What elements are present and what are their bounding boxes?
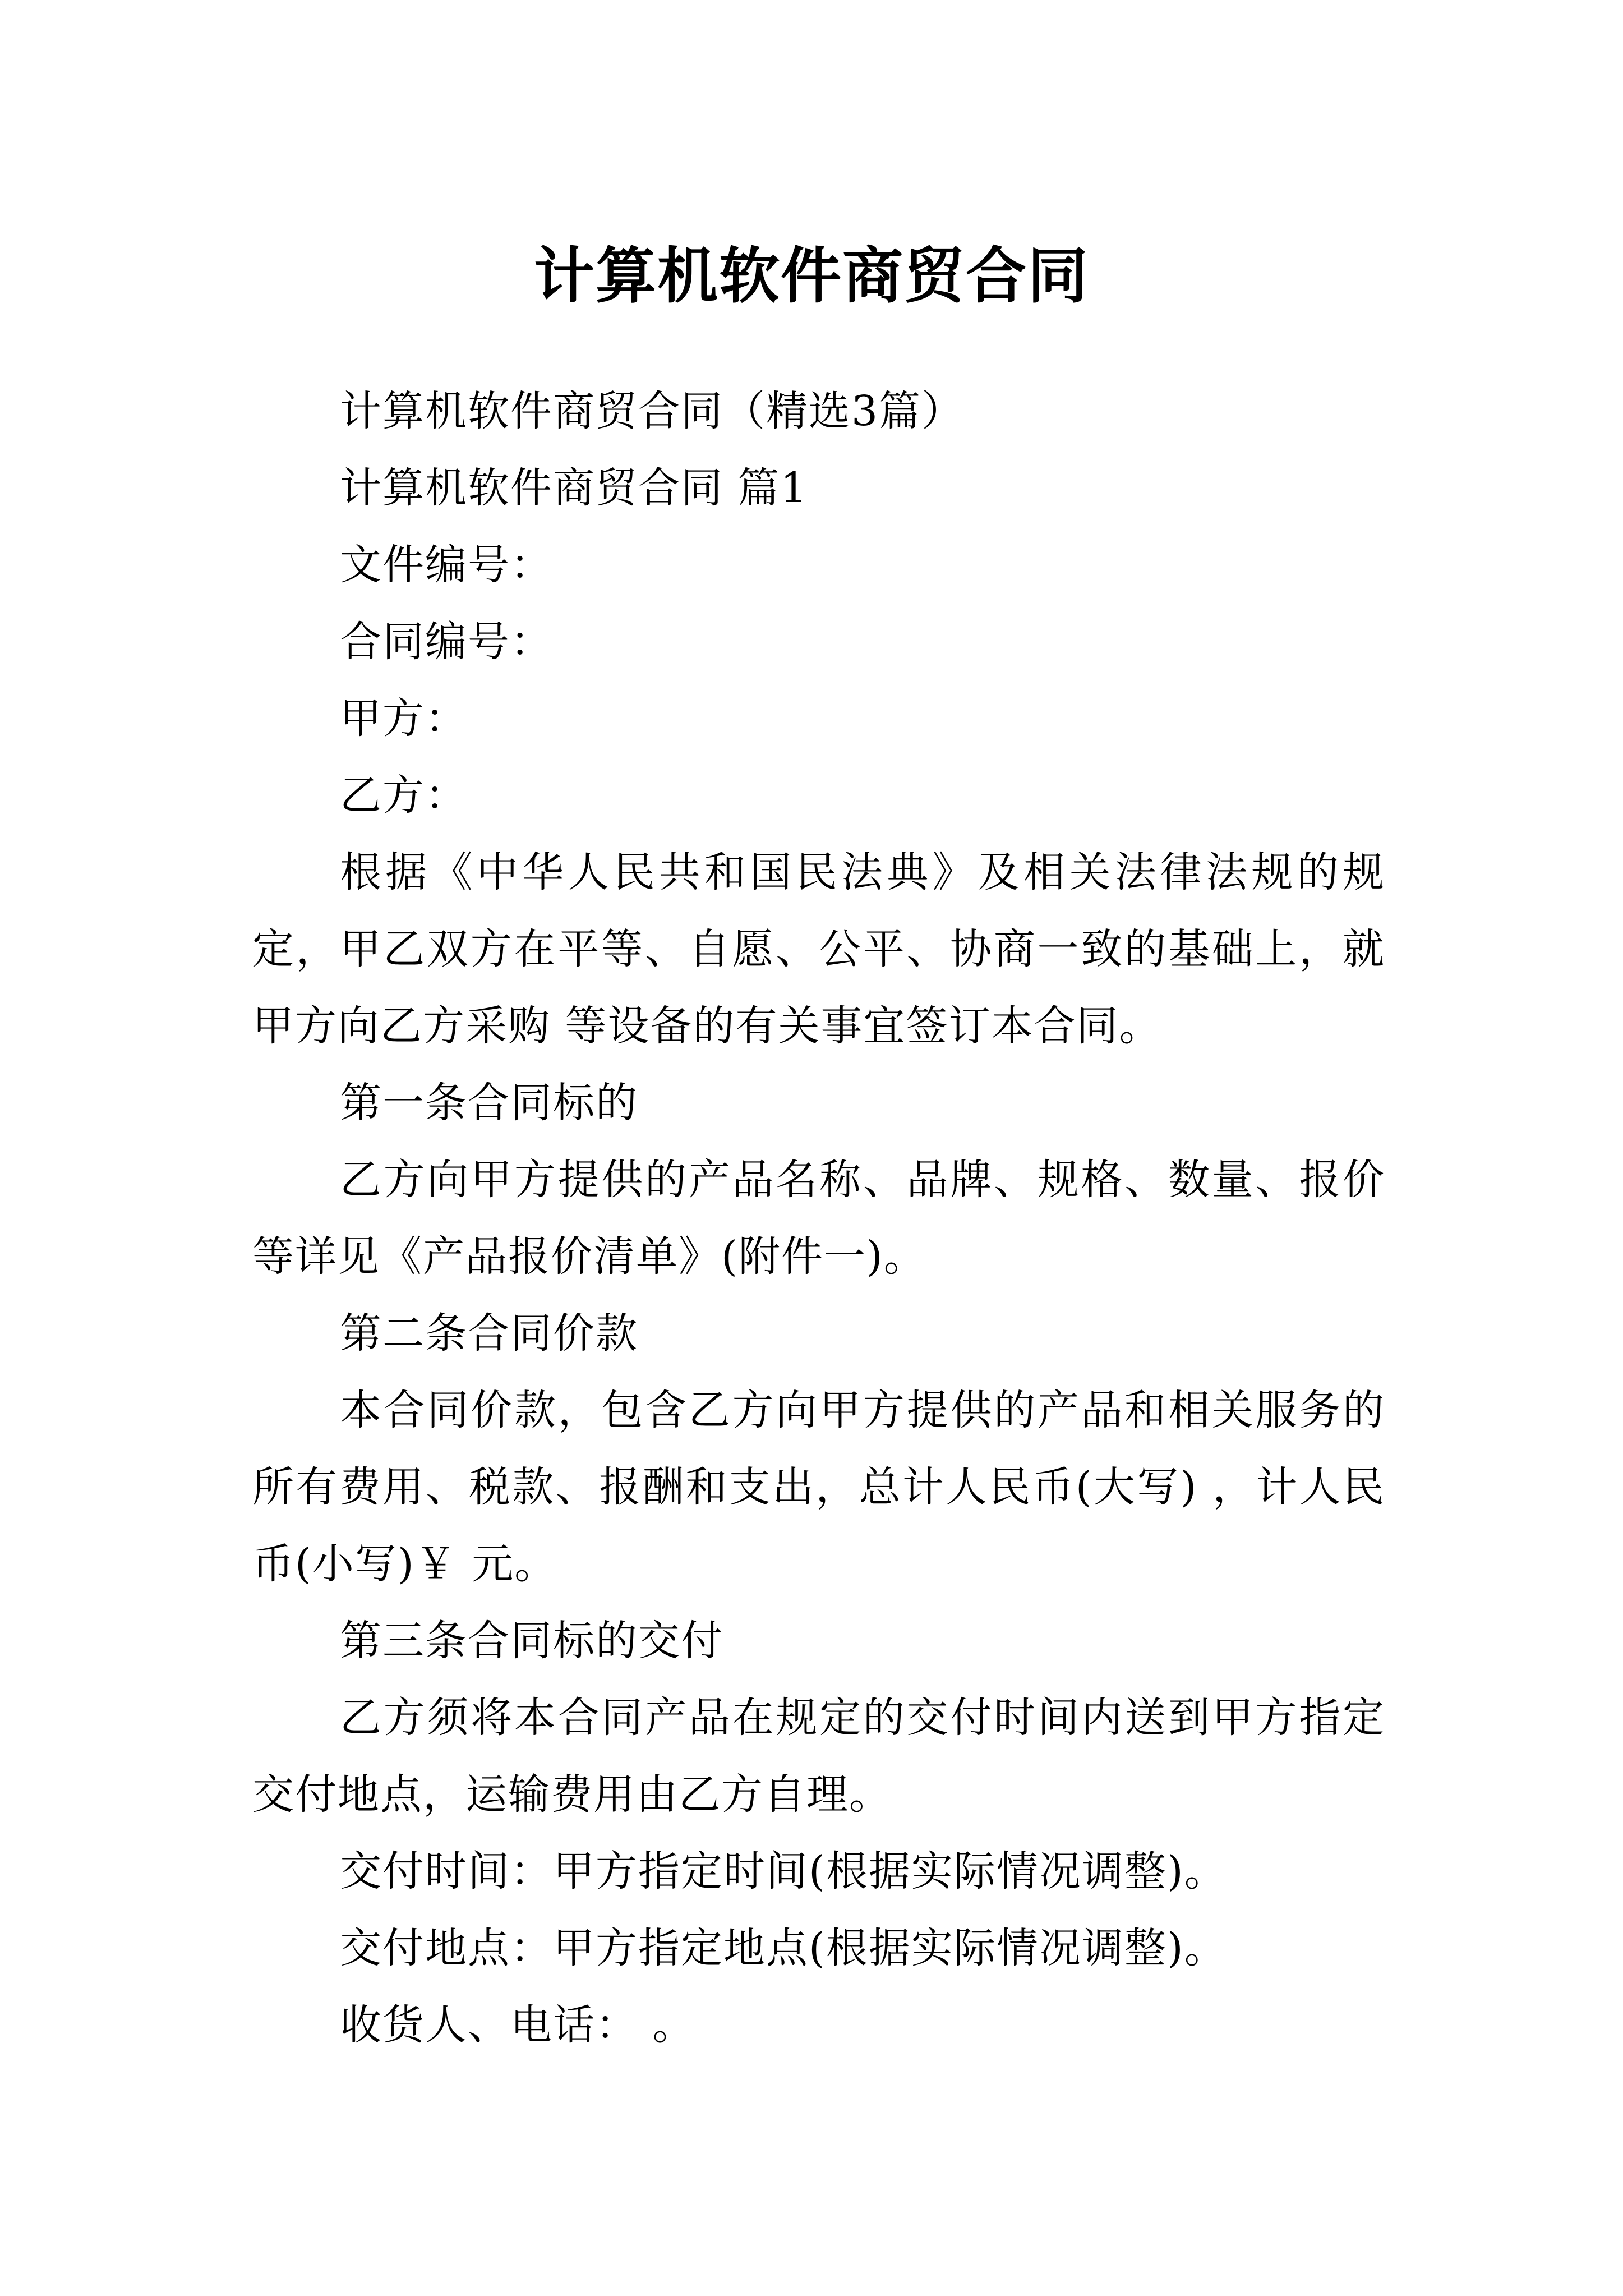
paragraph-preamble: 根据《中华人民共和国民法典》及相关法律法规的规定，甲乙双方在平等、自愿、公平、协商一致的基础上，就甲方向乙方采购 等设备的有关事宜签订本合同。 [252,848,1385,1050]
paragraph-file-number: 文件编号： [340,541,553,589]
paragraph-article-3-body: 乙方须将本合同产品在规定的交付时间内送到甲方指定交付地点，运输费用由乙方自理。 [252,1694,1385,1819]
paragraph-subtitle: 计算机软件商贸合同（精选3篇） [340,387,965,435]
paragraph-article-2-body: 本合同价款，包含乙方向甲方提供的产品和相关服务的所有费用、税款、报酬和支出，总计人民币(大写) ，计人民币(小写)￥ 元。 [252,1386,1385,1588]
paragraph-delivery-time: 交付时间：甲方指定时间(根据实际情况调整)。 [340,1847,1227,1895]
document-body [252,373,1385,2064]
paragraph-section-heading: 计算机软件商贸合同 篇1 [340,464,808,512]
paragraph-contract-number: 合同编号： [340,618,553,666]
paragraph-article-3-heading: 第三条合同标的交付 [340,1617,723,1665]
paragraph-party-a: 甲方： [340,694,468,743]
paragraph-recipient-phone: 收货人、电话： 。 [340,2001,695,2049]
paragraph-article-2-heading: 第二条合同价款 [340,1309,638,1358]
paragraph-party-b: 乙方： [340,771,468,820]
paragraph-article-1-body: 乙方向甲方提供的产品名称、品牌、规格、数量、报价等详见《产品报价清单》(附件一)。 [252,1156,1385,1281]
paragraph-delivery-place: 交付地点：甲方指定地点(根据实际情况调整)。 [340,1924,1227,1972]
document-title: 计算机软件商贸合同 [533,241,1089,312]
paragraph-article-1-heading: 第一条合同标的 [340,1079,638,1127]
